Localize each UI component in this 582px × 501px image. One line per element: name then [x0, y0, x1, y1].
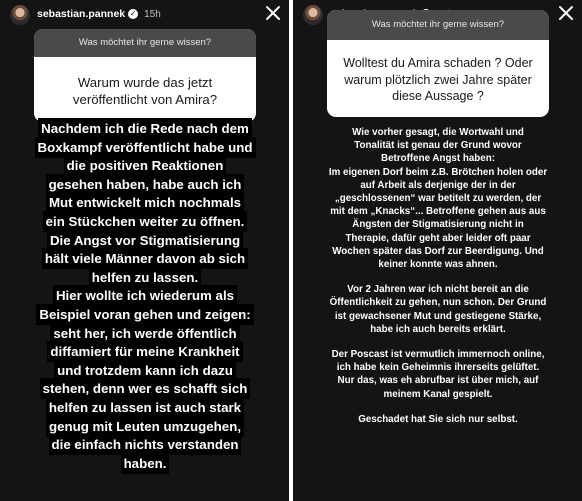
- story-header: [0, 0, 289, 30]
- answer-text: [303, 126, 573, 438]
- answer-line: Vor 2 Jahren war ich nicht bereit an die: [347, 284, 529, 296]
- answer-line: Öffentlichkeit zu gehen, nun schon. Der Grund: [329, 297, 547, 309]
- answer-line: helfen zu lassen ist auch stark: [48, 399, 242, 415]
- answer-line: Nachdem ich die Rede nach dem: [41, 121, 249, 136]
- question-prompt: Was möchtet ihr gerne wissen?: [327, 10, 549, 40]
- answer-line: Nur das, was eh abrufbar ist über mich, auf: [337, 375, 539, 387]
- answer-line: Wochen später das Dorf zur Beerdigung. Und: [332, 245, 544, 257]
- answer-line: gesehen haben, habe auch ich: [48, 176, 242, 192]
- answer-line: Beispiel voran gehen und zeigen:: [39, 306, 251, 322]
- answer-paragraph: [303, 413, 573, 426]
- answer-line: stehen, denn wer es schafft sich: [42, 381, 248, 397]
- answer-line: Im eigenen Dorf beim z.B. Brötchen holen oder: [328, 166, 548, 178]
- answer-line: Hier wollte ich wiederum als: [55, 288, 235, 304]
- answer-text: [25, 120, 265, 473]
- answer-line: seht her, ich werde öffentlich: [53, 325, 237, 341]
- story-panel-right: [293, 0, 582, 501]
- answer-line: „geschlossenen“ war betitelt zu werden, der: [334, 193, 542, 205]
- close-icon[interactable]: [556, 3, 576, 23]
- question-sticker: [34, 29, 256, 122]
- answer-line: auf Arbeit als derjenige der in der: [360, 179, 516, 191]
- close-icon[interactable]: [263, 3, 283, 23]
- answer-line: hält viele Männer davon ab sich: [44, 251, 246, 267]
- answer-line: Tonalität ist genau der Grund wovor: [354, 140, 522, 152]
- question-text: Wolltest du Amira schaden ? Oder warum plötzlich zwei Jahre später diese Aussage ?: [343, 56, 533, 103]
- answer-line: ich habe kein Geheimnis ihrerseits gelüftet.: [336, 362, 540, 374]
- answer-paragraph: [303, 126, 573, 271]
- answer-line: die einfach nichts verstanden: [51, 437, 239, 453]
- answer-line: Betroffene Angst haben:: [381, 153, 495, 165]
- answer-line: meinem Kanal gespielt.: [383, 388, 493, 400]
- answer-line: Wie vorher gesagt, die Wortwahl und: [352, 127, 524, 138]
- avatar[interactable]: [10, 5, 30, 25]
- question-sticker: [327, 10, 549, 117]
- avatar[interactable]: [303, 5, 323, 25]
- answer-line: und trotzdem kann ich dazu: [57, 362, 233, 378]
- answer-line: habe ich auch bereits erklärt.: [370, 323, 506, 335]
- verified-icon: ✓: [129, 9, 137, 18]
- answer-line: Mut entwickelt mich nochmals: [48, 195, 242, 211]
- post-time: 15h: [144, 9, 161, 20]
- question-prompt: Was möchtet ihr gerne wissen?: [34, 29, 256, 57]
- username[interactable]: sebastian.pannek: [37, 8, 126, 20]
- answer-line: die positiven Reaktionen: [66, 158, 224, 174]
- answer-line: haben.: [123, 455, 167, 471]
- answer-paragraph: [303, 348, 573, 401]
- answer-line: keiner konnte was ahnen.: [378, 259, 498, 271]
- answer-line: ist gewachsener Mut und gestiegene Stärke,: [334, 310, 542, 322]
- answer-line: Therapie, dafür geht aber leider oft paar: [345, 232, 531, 244]
- answer-line: mit dem „Knacks“... Betroffene gehen aus aus: [330, 206, 546, 218]
- answer-line: diffamiert für meine Krankheit: [50, 344, 240, 360]
- story-panel-left: [0, 0, 289, 501]
- answer-paragraph: [303, 283, 573, 336]
- answer-line: Der Poscast ist vermutlich immernoch online,: [331, 349, 545, 361]
- answer-line: Geschadet hat Sie sich nur selbst.: [358, 413, 518, 425]
- answer-line: ein Stückchen weiter zu öffnen.: [45, 213, 245, 229]
- username-row[interactable]: [37, 8, 161, 20]
- answer-line: Ängsten der Stigmatisierung nicht in: [352, 219, 524, 231]
- answer-line: Boxkampf veröffentlicht habe und: [37, 139, 253, 155]
- answer-line: genug mit Leuten umzugehen,: [48, 418, 242, 434]
- answer-line: Die Angst vor Stigmatisierung: [49, 232, 241, 248]
- question-text: Warum wurde das jetzt veröffentlicht von Amira?: [72, 75, 218, 107]
- answer-line: helfen zu lassen.: [91, 269, 199, 285]
